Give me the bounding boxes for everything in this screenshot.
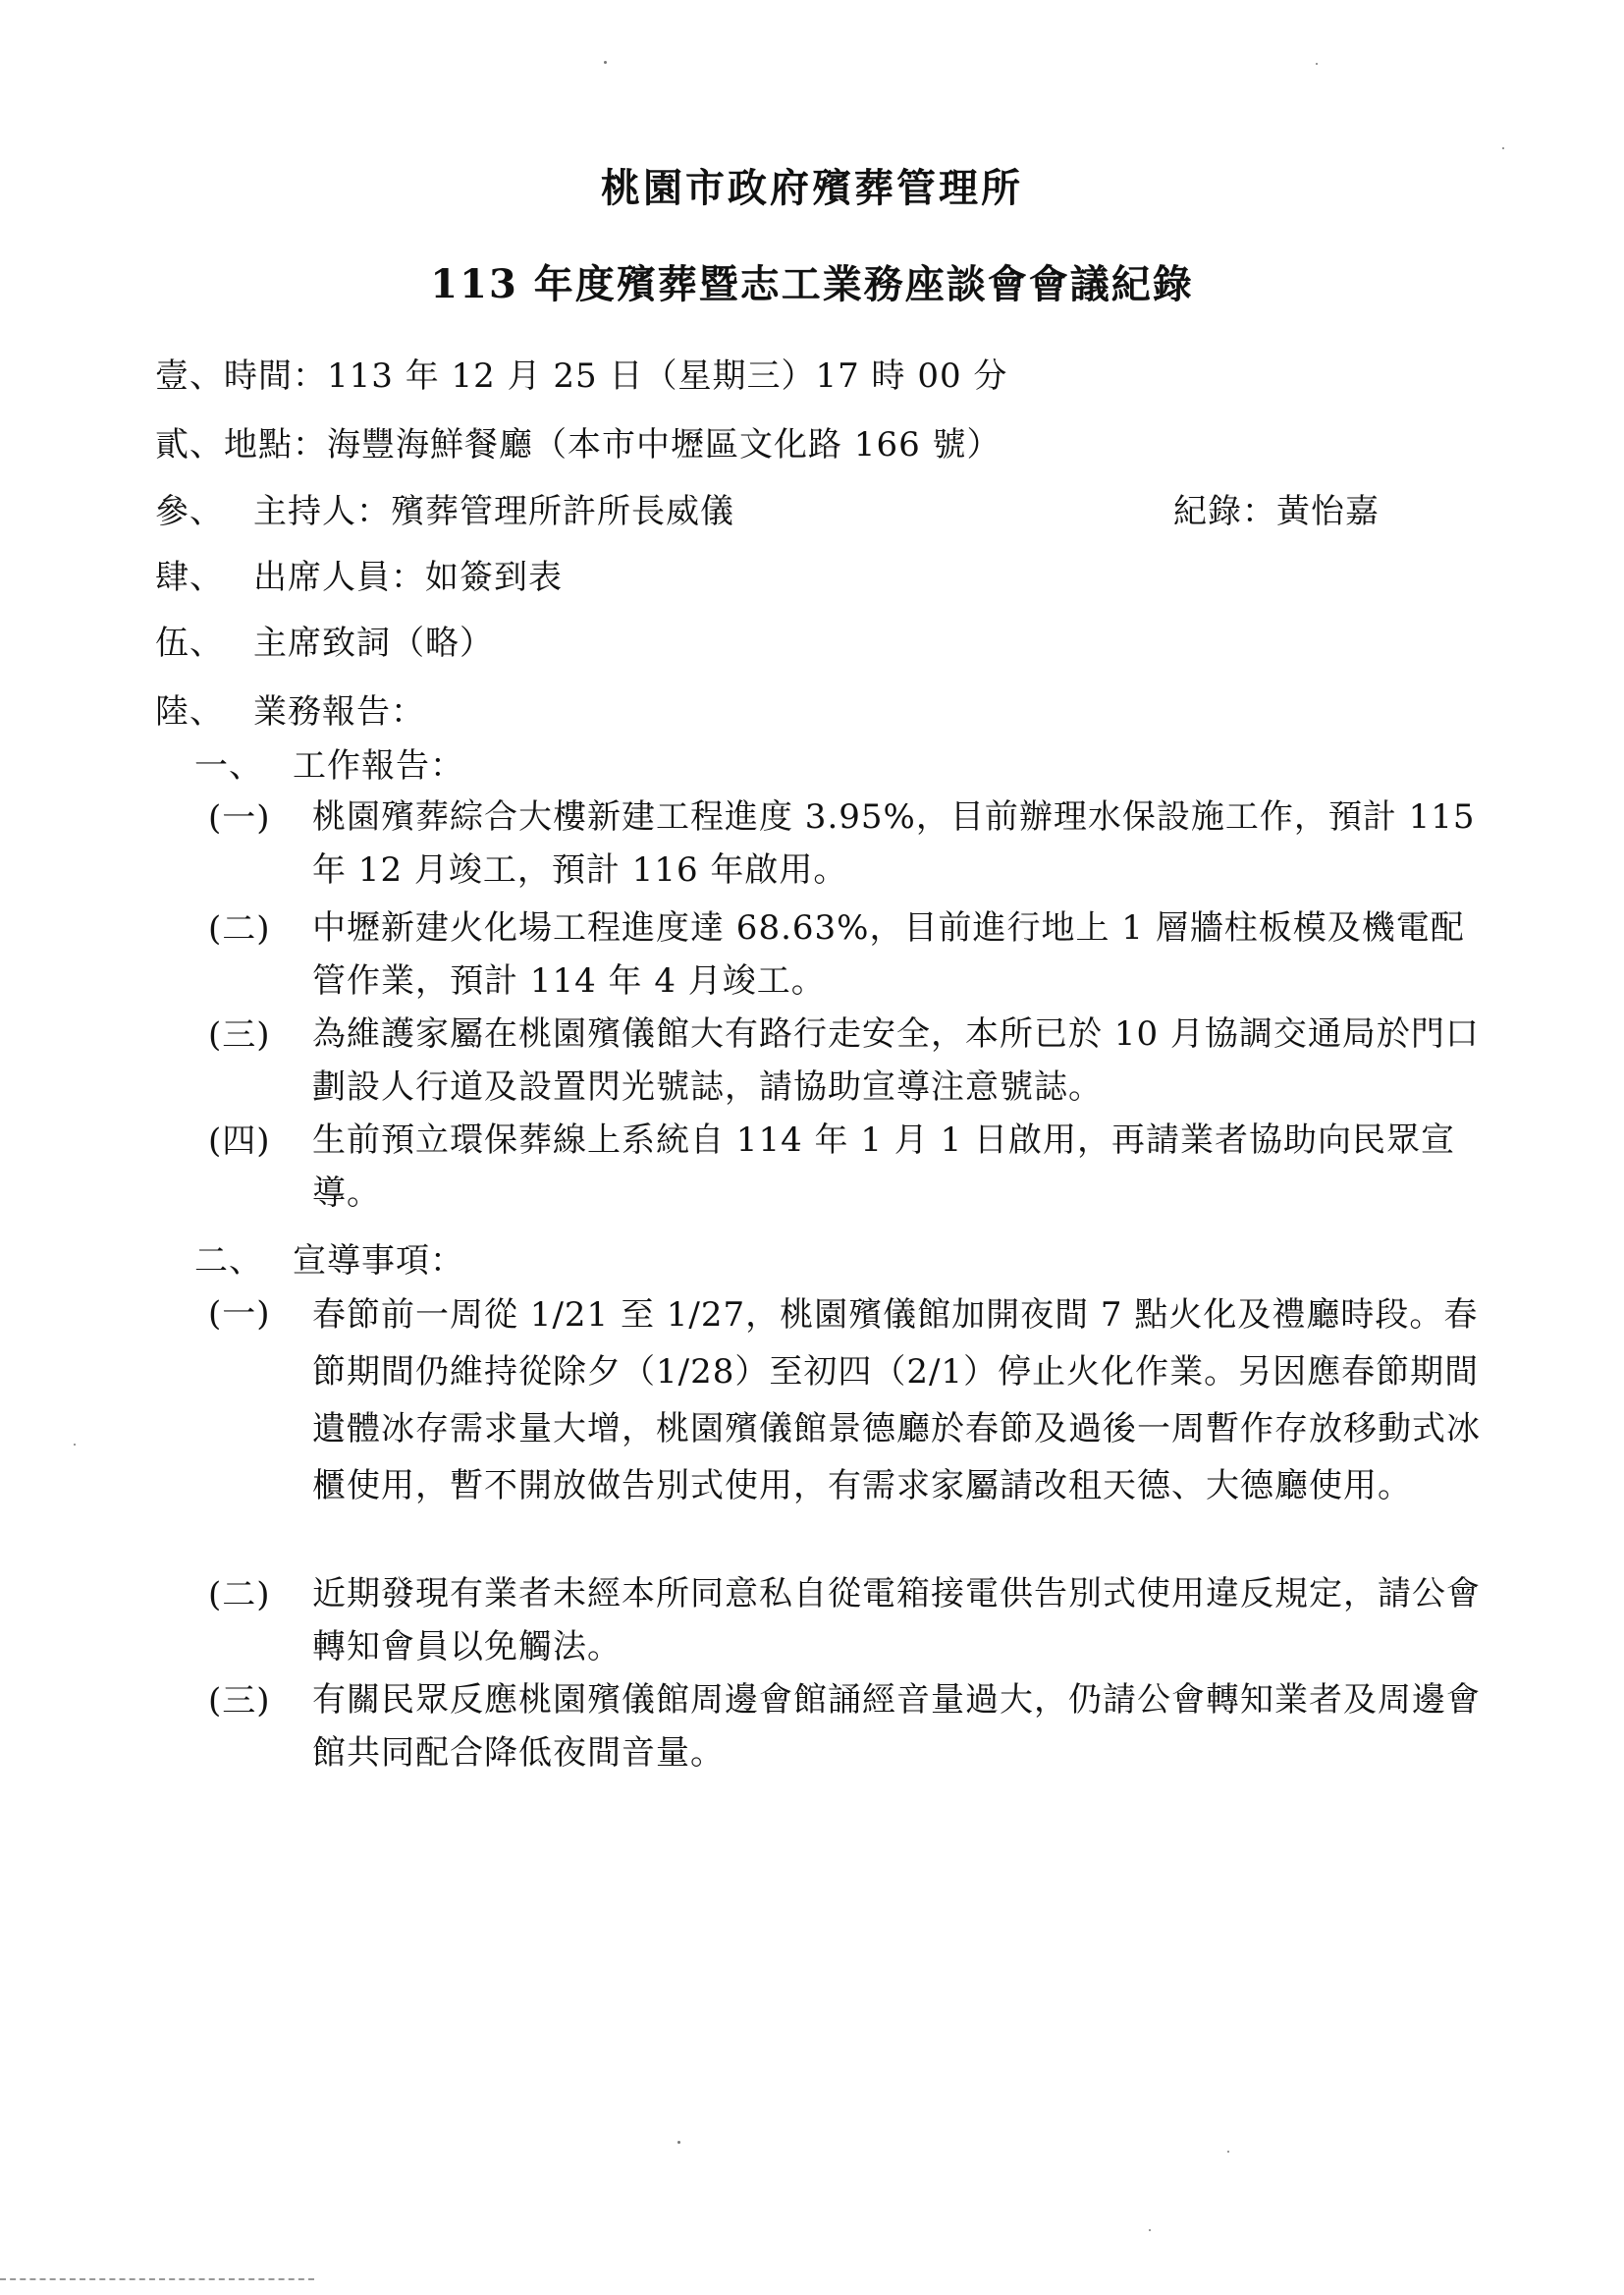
scan-speck bbox=[1502, 147, 1504, 149]
list-item: 中壢新建火化場工程進度達 68.63%，目前進行地上 1 層牆柱板模及機電配管作業，預計 114 年 4 月竣工。 bbox=[312, 908, 1465, 1001]
list-item: 有關民眾反應桃園殯儀館周邊會館誦經音量過大，仍請公會轉知業者及周邊會館共同配合降低夜間音量。 bbox=[312, 1680, 1481, 1773]
scan-speck bbox=[1227, 2151, 1229, 2153]
section-location: 貳、地點：海豐海鮮餐廳（本市中壢區文化路 166 號） bbox=[155, 425, 1001, 464]
section-label-4: 肆、 bbox=[155, 558, 224, 597]
section-chair: 主持人：殯葬管理所許所長威儀 bbox=[253, 492, 734, 531]
list-item-number: (四) bbox=[208, 1121, 271, 1161]
advocacy-label: 二、 bbox=[194, 1241, 263, 1281]
document-subtitle: 113 年度殯葬暨志工業務座談會會議紀錄 bbox=[430, 261, 1194, 307]
section-label-3: 參、 bbox=[155, 492, 224, 531]
list-item: 春節前一周從 1/21 至 1/27，桃園殯儀館加開夜間 7 點火化及禮廳時段。春節期間仍維持從除夕（1/28）至初四（2/1）停止火化作業。另因應春節期間遺體冰存需求量大增，桃園殯儀館景德廳於春節及過後一周暫作存放移動式冰櫃使用，暫不開放做告別式使用，有需求家屬請改租天德、大德廳使用。 bbox=[312, 1295, 1481, 1505]
list-item: 為維護家屬在桃園殯儀館大有路行走安全，本所已於 10 月協調交通局於門口劃設人行道及設置閃光號誌，請協助宣導注意號誌。 bbox=[312, 1014, 1480, 1107]
section-business-report: 業務報告： bbox=[253, 692, 425, 732]
section-label-5: 伍、 bbox=[155, 624, 224, 663]
list-item: 近期發現有業者未經本所同意私自從電箱接電供告別式使用違反規定，請公會轉知會員以免觸法。 bbox=[312, 1574, 1481, 1667]
section-recorder: 紀錄：黃怡嘉 bbox=[1173, 492, 1380, 531]
work-report-heading: 工作報告： bbox=[293, 746, 464, 786]
list-item: 生前預立環保葬線上系統自 114 年 1 月 1 日啟用，再請業者協助向民眾宣導。 bbox=[312, 1120, 1456, 1213]
list-item-number: (二) bbox=[208, 909, 271, 949]
advocacy-heading: 宣導事項： bbox=[293, 1241, 464, 1281]
work-report-label: 一、 bbox=[194, 746, 263, 786]
document-title: 桃園市政府殯葬管理所 bbox=[601, 165, 1023, 211]
list-item: 桃園殯葬綜合大樓新建工程進度 3.95%，目前辦理水保設施工作，預計 115 年 12 月竣工，預計 116 年啟用。 bbox=[312, 797, 1476, 890]
list-item-number: (二) bbox=[208, 1575, 271, 1614]
scan-speck bbox=[677, 2141, 680, 2144]
section-chair-speech: 主席致詞（略） bbox=[253, 624, 494, 663]
scan-speck bbox=[1149, 2229, 1151, 2231]
scan-edge-artifact bbox=[0, 2278, 314, 2280]
list-item-number: (三) bbox=[208, 1681, 271, 1721]
list-item-number: (一) bbox=[208, 1294, 271, 1334]
section-time: 壹、時間：113 年 12 月 25 日（星期三）17 時 00 分 bbox=[155, 356, 1008, 396]
scan-speck bbox=[604, 61, 607, 64]
scan-speck bbox=[1316, 63, 1318, 65]
section-label-6: 陸、 bbox=[155, 692, 224, 732]
list-item-number: (三) bbox=[208, 1015, 271, 1055]
section-attendees: 出席人員：如簽到表 bbox=[253, 558, 563, 597]
scan-speck bbox=[74, 1444, 76, 1446]
list-item-number: (一) bbox=[208, 798, 271, 838]
